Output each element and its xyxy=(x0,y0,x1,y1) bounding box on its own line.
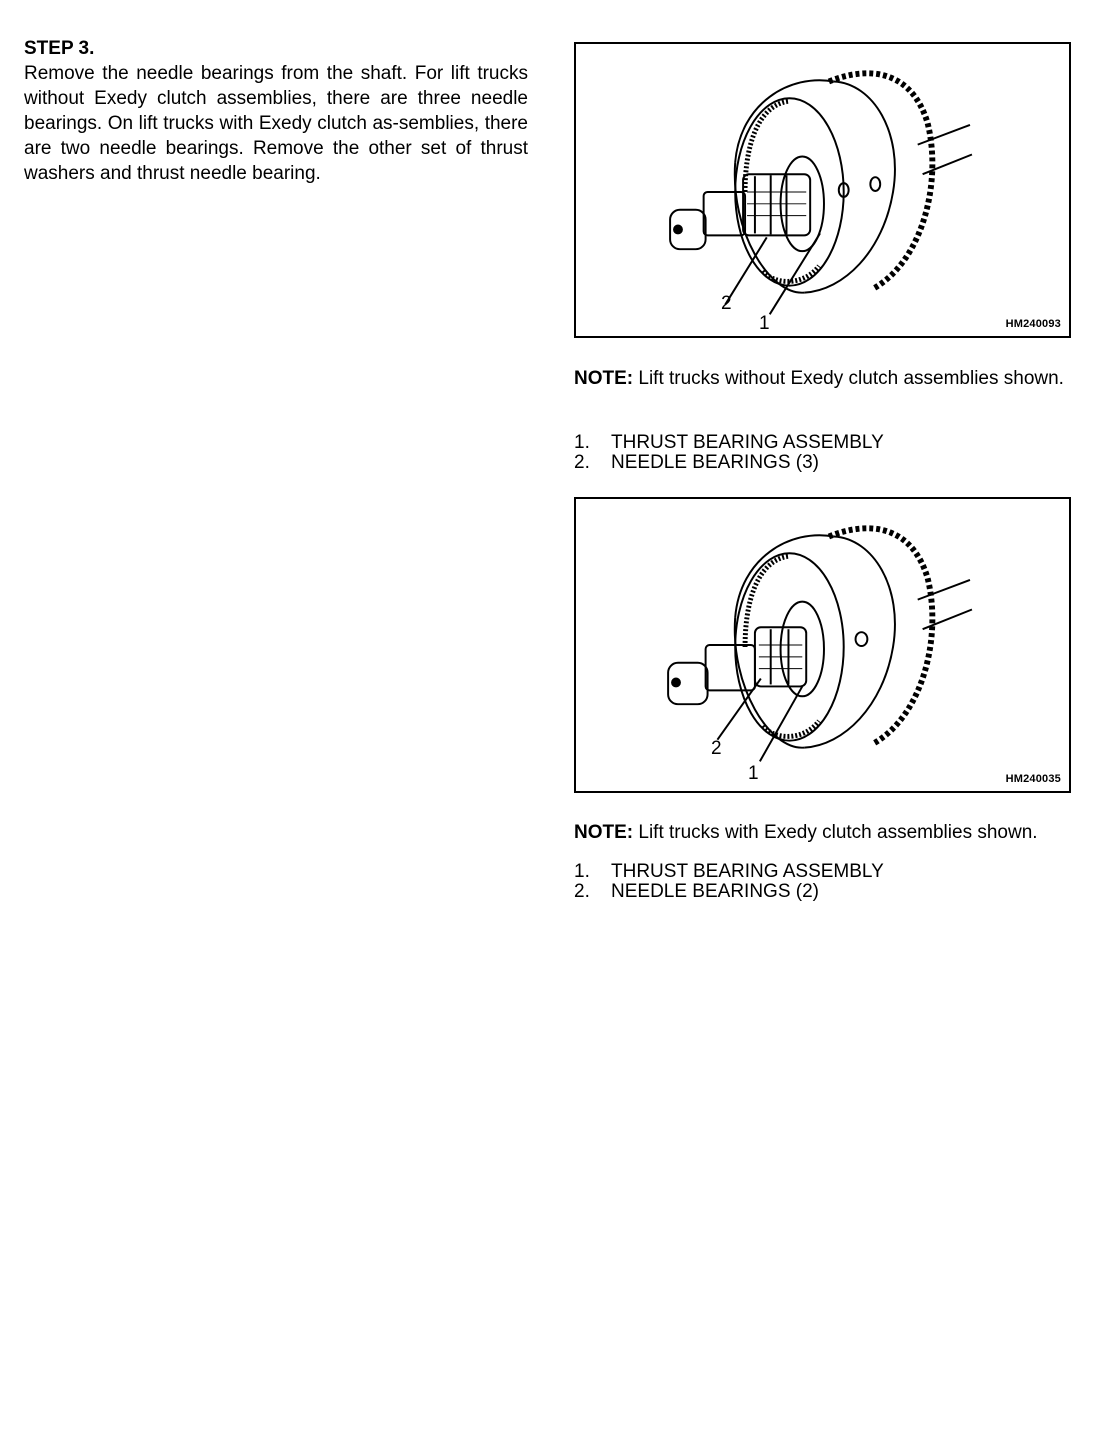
note-2 xyxy=(574,820,1077,845)
clutch-shaft-illustration-1 xyxy=(576,44,1069,336)
callout-2: 2 xyxy=(721,293,732,314)
clutch-shaft-illustration-2 xyxy=(576,499,1069,791)
legend-text: THRUST BEARING ASSEMBLY xyxy=(611,861,884,882)
callout-1: 1 xyxy=(748,763,759,784)
legend-text: NEEDLE BEARINGS (2) xyxy=(611,881,819,902)
step-title: STEP 3. xyxy=(24,38,95,59)
note-label: NOTE: xyxy=(574,822,634,843)
legend-number: 1. xyxy=(574,861,590,882)
legend-number: 1. xyxy=(574,432,590,453)
callout-1: 1 xyxy=(759,313,770,334)
note-text: Lift trucks with Exedy clutch assemblies shown. xyxy=(633,822,1038,843)
legend-number: 2. xyxy=(574,452,590,473)
figure-code: HM240093 xyxy=(1005,318,1061,330)
figure-1 xyxy=(574,42,1071,338)
legend-item xyxy=(574,882,1077,902)
legend-text: THRUST BEARING ASSEMBLY xyxy=(611,432,884,453)
callout-2: 2 xyxy=(711,738,722,759)
step-instructions: Remove the needle bearings from the shaft. For lift trucks without Exedy clutch assemblies, there are three needle bearings. On lift trucks with Exedy clutch as-semblies, there are two needle bearings. Remove the other set of thrust washers and thrust needle bearing. xyxy=(24,63,528,184)
legend-1 xyxy=(574,433,1077,473)
legend-item xyxy=(574,433,1077,453)
legend-item xyxy=(574,862,1077,882)
note-label: NOTE: xyxy=(574,368,634,389)
figure-2 xyxy=(574,497,1071,793)
legend-number: 2. xyxy=(574,881,590,902)
note-text: Lift trucks without Exedy clutch assemblies shown. xyxy=(633,368,1064,389)
legend-2 xyxy=(574,862,1077,902)
legend-item xyxy=(574,453,1077,473)
figure-code: HM240035 xyxy=(1005,773,1061,785)
note-1 xyxy=(574,366,1077,391)
legend-text: NEEDLE BEARINGS (3) xyxy=(611,452,819,473)
step-section xyxy=(24,36,528,186)
